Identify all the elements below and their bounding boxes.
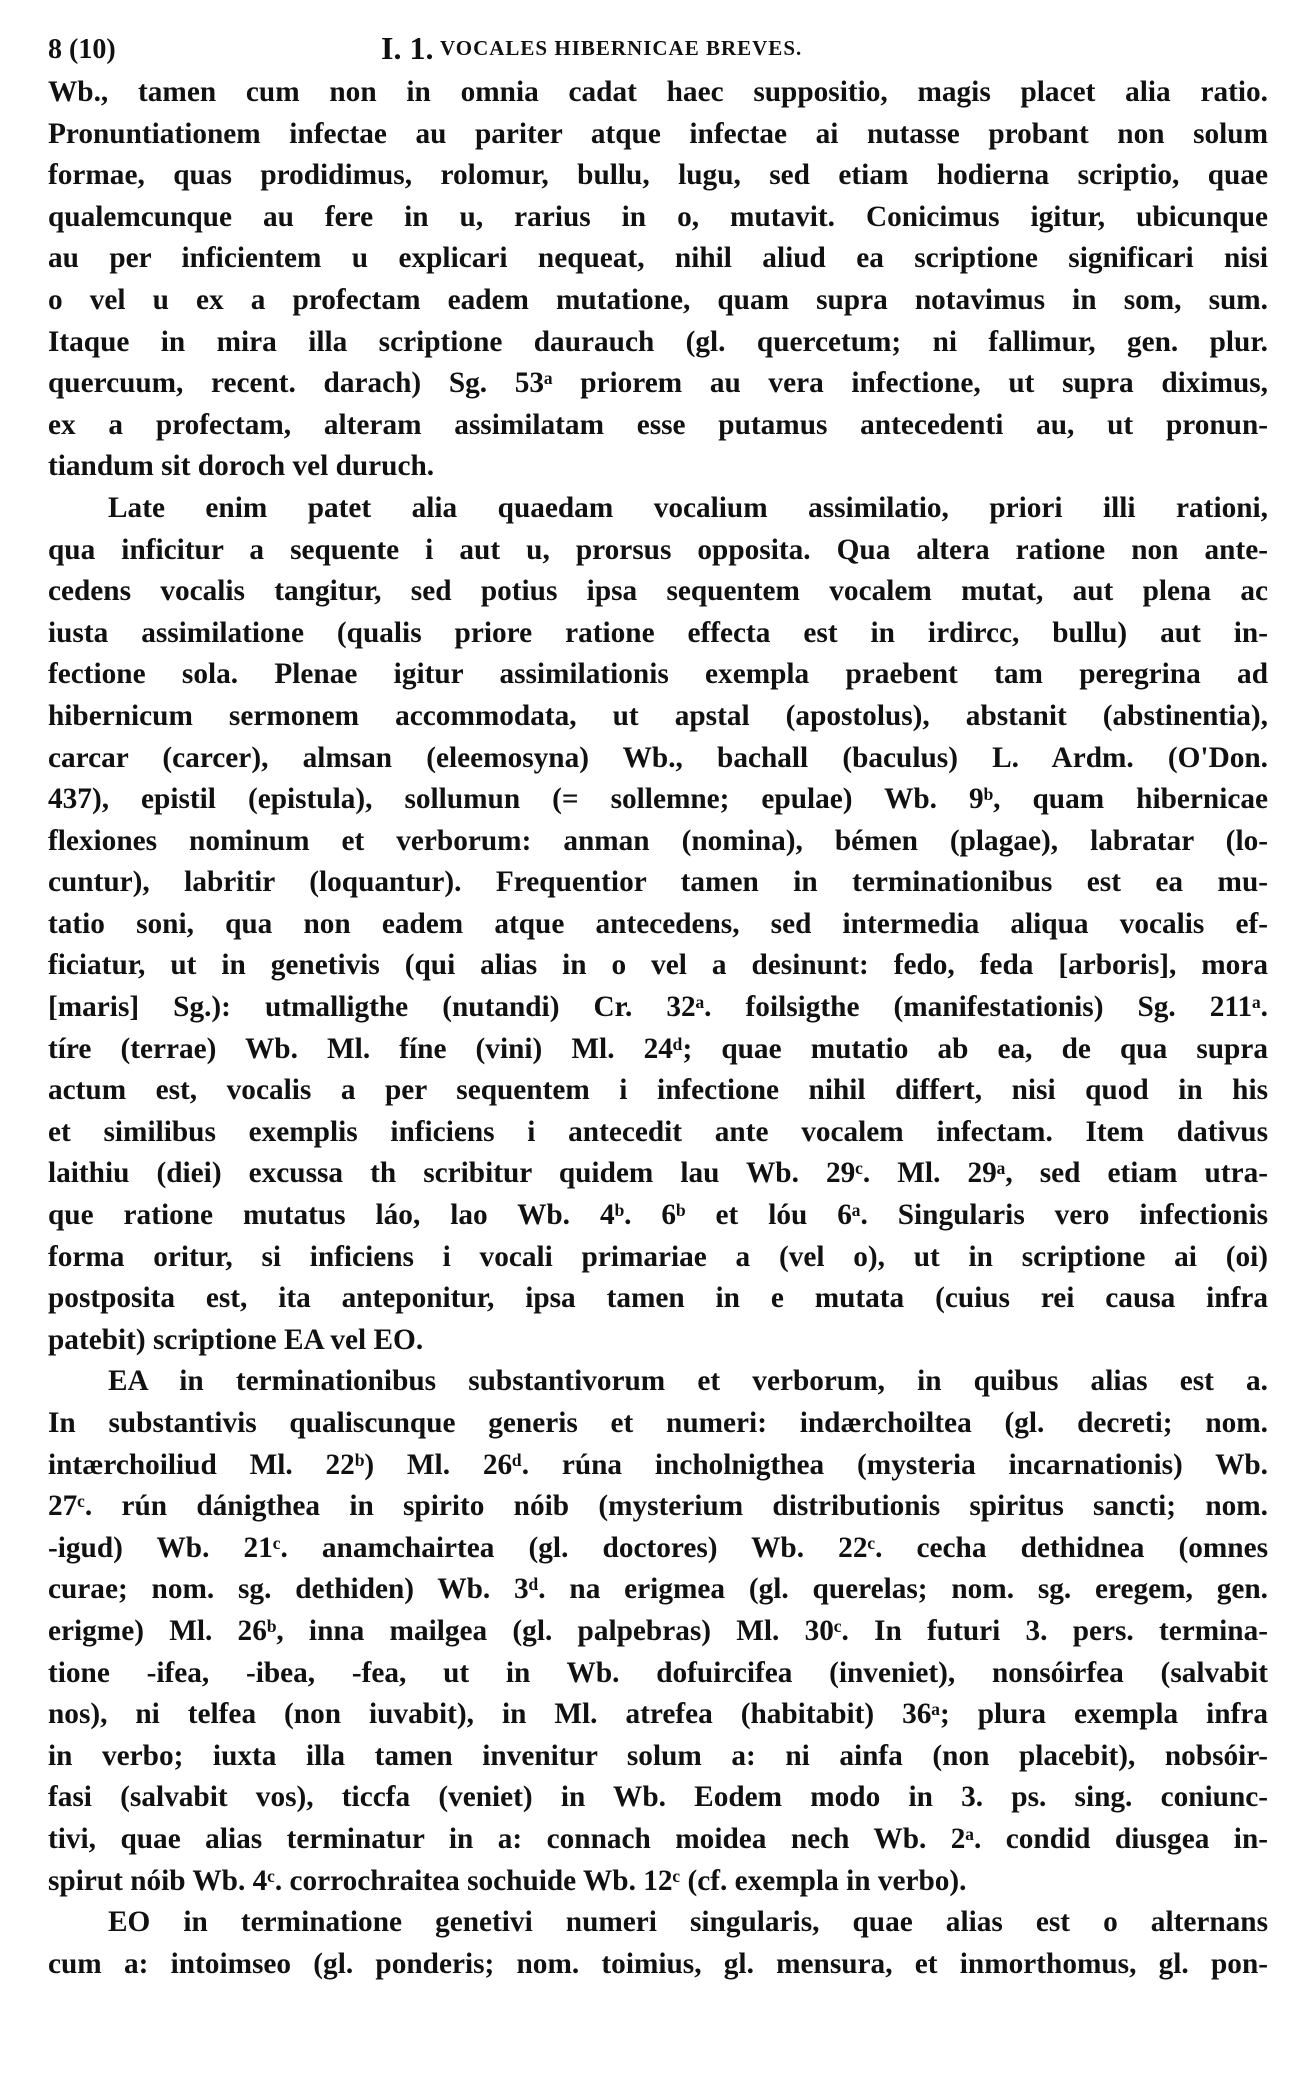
text-line: tatio soni, qua non eadem atque antecedens, sed intermedia aliqua vocalis ef- (48, 907, 1268, 940)
text-line: postposita est, ita anteponitur, ipsa tamen in e mutata (cuius rei causa infra (48, 1282, 1268, 1315)
text-line: In substantivis qualiscunque generis et numeri: indærchoiltea (gl. decreti; nom. (48, 1407, 1268, 1439)
text-line: EO in terminatione genetivi numeri singularis, quae alias est o alternans (108, 1906, 1268, 1939)
text-line: -igud) Wb. 21ᶜ. anamchairtea (gl. doctores) Wb. 22ᶜ. cecha dethidnea (omnes (48, 1531, 1268, 1564)
running-header (48, 20, 1268, 72)
text-line: carcar (carcer), almsan (eleemosyna) Wb., bachall (baculus) L. Ardm. (O'Don. (48, 741, 1268, 774)
text-line: fectione sola. Plenae igitur assimilationis exempla praebent tam peregrina ad (48, 658, 1268, 691)
text-line: [maris] Sg.): utmalligthe (nutandi) Cr. 32ᵃ. foilsigthe (manifestationis) Sg. 211ᵃ. (48, 991, 1268, 1024)
text-line: ficiatur, ut in genetivis (qui alias in o vel a desinunt: fedo, feda [arboris], mora (48, 949, 1268, 982)
text-line: cum a: intoimseo (gl. ponderis; nom. toimius, gl. mensura, et inmorthomus, gl. pon- (48, 1947, 1268, 1980)
document-page (48, 20, 1268, 2070)
text-line: tíre (terrae) Wb. Ml. fíne (vini) Ml. 24ᵈ; quae mutatio ab ea, de qua supra (48, 1032, 1268, 1065)
text-line: tione -ifea, -ibea, -fea, ut in Wb. dofuircifea (inveniet), nonsóirfea (salvabit (48, 1656, 1268, 1689)
text-line: spirut nóib Wb. 4ᶜ. corrochraitea sochuide Wb. 12ᶜ (cf. exempla in verbo). (48, 1864, 967, 1897)
text-line: Pronuntiationem infectae au pariter atque infectae ai nutasse probant non solum (48, 117, 1268, 150)
text-line: que ratione mutatus láo, lao Wb. 4ᵇ. 6ᵇ et lóu 6ᵃ. Singularis vero infectionis (48, 1199, 1268, 1232)
text-line: EA in terminationibus substantivorum et verborum, in quibus alias est a. (108, 1365, 1268, 1398)
text-line: Wb., tamen cum non in omnia cadat haec suppositio, magis placet alia ratio. (48, 76, 1268, 108)
body-text (48, 72, 1268, 1985)
text-line: formae, quas prodidimus, rolomur, bullu, lugu, sed etiam hodierna scriptio, quae (48, 159, 1268, 192)
page-number: 8 (10) (48, 34, 116, 65)
text-line: curae; nom. sg. dethiden) Wb. 3ᵈ. na erigmea (gl. querelas; nom. sg. eregem, gen. (48, 1573, 1268, 1606)
text-line: cuntur), labritir (loquantur). Frequentior tamen in terminationibus est ea mu- (48, 866, 1268, 899)
text-line: actum est, vocalis a per sequentem i infectione nihil differt, nisi quod in his (48, 1074, 1268, 1107)
text-line: 27ᶜ. rún dánigthea in spirito nóib (mysterium distributionis spiritus sancti; nom. (48, 1490, 1268, 1523)
text-line: intærchoiliud Ml. 22ᵇ) Ml. 26ᵈ. rúna incholnigthea (mysteria incarnationis) Wb. (48, 1448, 1268, 1481)
text-line: laithiu (diei) excussa th scribitur quidem lau Wb. 29ᶜ. Ml. 29ᵃ, sed etiam utra- (48, 1157, 1268, 1190)
text-line: nos), ni telfea (non iuvabit), in Ml. atrefea (habitabit) 36ᵃ; plura exempla infra (48, 1698, 1268, 1731)
text-line: ex a profectam, alteram assimilatam esse putamus antecedenti au, ut pronun- (48, 408, 1268, 441)
text-line: cedens vocalis tangitur, sed potius ipsa sequentem vocalem mutat, aut plena ac (48, 575, 1268, 608)
section-number: I. 1. (381, 30, 434, 66)
running-title: VOCALES HIBERNICAE BREVES. (440, 36, 803, 60)
text-line: qualemcunque au fere in u, rarius in o, mutavit. Conicimus igitur, ubicunque (48, 200, 1268, 233)
text-line: erigme) Ml. 26ᵇ, inna mailgea (gl. palpebras) Ml. 30ᶜ. In futuri 3. pers. termina- (48, 1614, 1268, 1647)
text-line: o vel u ex a profectam eadem mutatione, quam supra notavimus in som, sum. (48, 283, 1268, 316)
text-line: patebit) scriptione EA vel EO. (48, 1323, 424, 1356)
text-line: tivi, quae alias terminatur in a: connach moidea nech Wb. 2ᵃ. condid diusgea in- (48, 1822, 1268, 1855)
text-line: tiandum sit doroch vel duruch. (48, 450, 435, 483)
text-line: fasi (salvabit vos), ticcfa (veniet) in Wb. Eodem modo in 3. ps. sing. coniunc- (48, 1781, 1268, 1814)
text-line: Itaque in mira illa scriptione daurauch (gl. quercetum; ni fallimur, gen. plur. (48, 325, 1268, 358)
text-line: hibernicum sermonem accommodata, ut apstal (apostolus), abstanit (abstinentia), (48, 699, 1268, 732)
text-line: Late enim patet alia quaedam vocalium assimilatio, priori illi rationi, (108, 491, 1268, 524)
text-line: in verbo; iuxta illa tamen invenitur solum a: ni ainfa (non placebit), nobsóir- (48, 1739, 1268, 1772)
text-line: au per inficientem u explicari nequeat, nihil aliud ea scriptione significari nisi (48, 242, 1268, 275)
text-line: quercuum, recent. darach) Sg. 53ᵃ priorem au vera infectione, ut supra diximus, (48, 367, 1268, 400)
text-line: forma oritur, si inficiens i vocali primariae a (vel o), ut in scriptione ai (oi) (48, 1240, 1268, 1273)
text-line: iusta assimilatione (qualis priore ratione effecta est in irdircc, bullu) aut in- (48, 616, 1268, 649)
text-line: qua inficitur a sequente i aut u, prorsus opposita. Qua altera ratione non ante- (48, 533, 1268, 566)
text-line: et similibus exemplis inficiens i antecedit ante vocalem infectam. Item dativus (48, 1115, 1268, 1148)
text-line: flexiones nominum et verborum: anman (nomina), bémen (plagae), labratar (lo- (48, 824, 1268, 857)
text-line: 437), epistil (epistula), sollumun (= sollemne; epulae) Wb. 9ᵇ, quam hibernicae (48, 783, 1268, 816)
